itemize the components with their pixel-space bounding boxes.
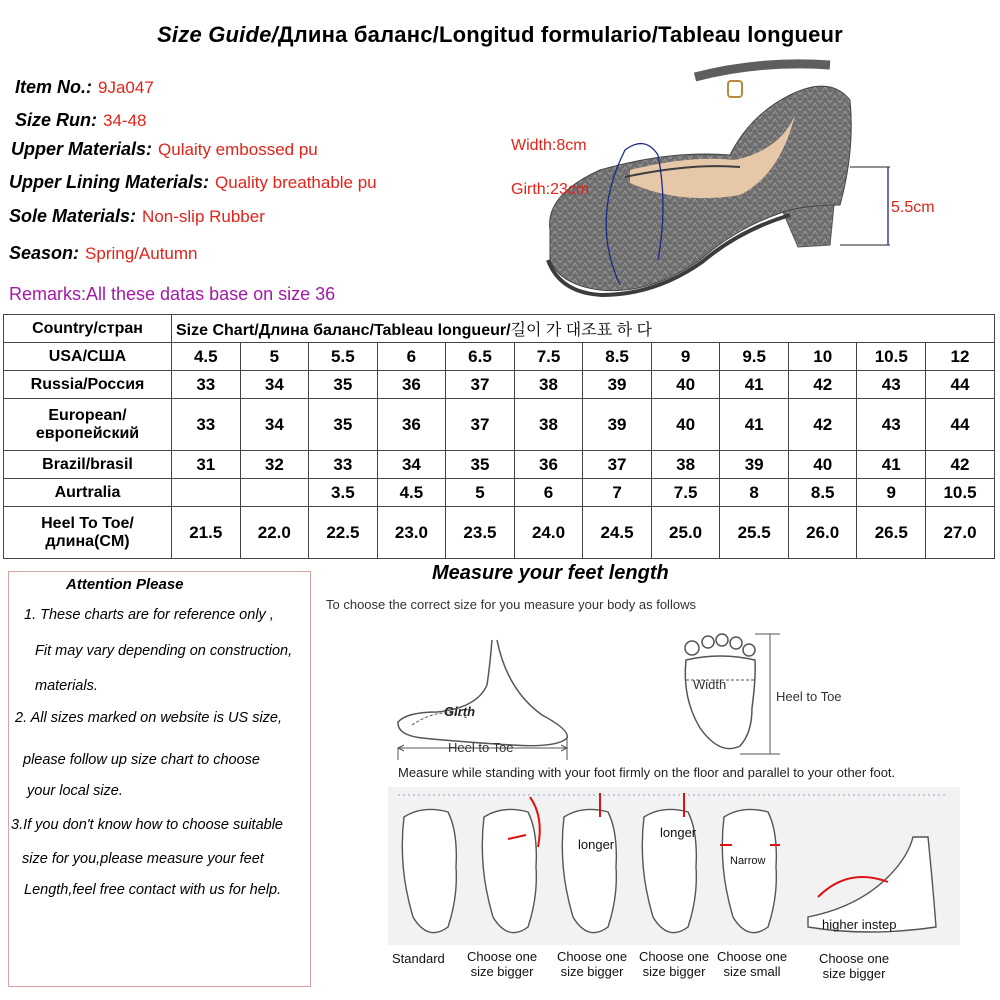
caption-standard: Standard <box>392 951 445 966</box>
table-cell: 39 <box>583 399 652 451</box>
table-cell: 25.0 <box>651 507 720 559</box>
higher-instep-label: higher instep <box>822 917 897 932</box>
table-cell: 5 <box>446 479 515 507</box>
title-size-guide: Size Guide/ <box>157 22 278 47</box>
table-cell: 36 <box>514 451 583 479</box>
heel-to-toe-right-label: Heel to Toe <box>776 689 842 704</box>
table-cell: 31 <box>172 451 241 479</box>
table-cell: 44 <box>926 371 995 399</box>
table-cell: 22.5 <box>309 507 378 559</box>
table-cell: 41 <box>720 371 789 399</box>
table-cell: 4.5 <box>172 343 241 371</box>
girth-dimension: Girth:23cm <box>511 181 590 198</box>
attention-line: your local size. <box>27 783 123 799</box>
width-label: Width <box>693 677 727 692</box>
table-cell: 7.5 <box>651 479 720 507</box>
table-cell: 10.5 <box>857 343 926 371</box>
measure-subtitle: To choose the correct size for you measure your body as follows <box>326 597 696 612</box>
table-cell: 25.5 <box>720 507 789 559</box>
table-cell: 39 <box>720 451 789 479</box>
table-header-country: Country/стран <box>4 315 172 343</box>
table-cell <box>172 479 241 507</box>
table-cell: 40 <box>651 371 720 399</box>
table-cell: 4.5 <box>377 479 446 507</box>
table-cell: 26.5 <box>857 507 926 559</box>
table-cell: 27.0 <box>926 507 995 559</box>
attention-line: size for you,please measure your feet <box>22 851 264 867</box>
table-cell: 7.5 <box>514 343 583 371</box>
row-label: USA/США <box>4 343 172 371</box>
heel-height-dimension: 5.5cm <box>891 199 935 216</box>
table-cell <box>240 479 309 507</box>
table-cell: 42 <box>788 399 857 451</box>
table-cell: 34 <box>377 451 446 479</box>
table-row <box>4 451 995 479</box>
measure-title: Measure your feet length <box>432 562 669 584</box>
table-cell: 32 <box>240 451 309 479</box>
table-cell: 22.0 <box>240 507 309 559</box>
table-cell: 34 <box>240 371 309 399</box>
spec-season: Season: Spring/Autumn <box>9 243 198 263</box>
attention-line: Fit may vary depending on construction, <box>35 643 293 659</box>
attention-line: 1. These charts are for reference only , <box>24 607 274 623</box>
title-translations: Длина баланс/Longitud formulario/Tableau longueur <box>277 22 843 47</box>
attention-box <box>8 571 311 987</box>
width-dimension: Width:8cm <box>511 137 587 154</box>
table-cell: 33 <box>172 371 241 399</box>
page-title <box>0 22 1000 48</box>
spec-item-no: Item No.: 9Ja047 <box>15 77 154 97</box>
table-cell: 3.5 <box>309 479 378 507</box>
table-row <box>4 371 995 399</box>
table-cell: 9 <box>857 479 926 507</box>
narrow-label: Narrow <box>730 855 766 867</box>
table-cell: 24.5 <box>583 507 652 559</box>
table-cell: 8.5 <box>583 343 652 371</box>
table-cell: 40 <box>788 451 857 479</box>
table-header-size-chart: Size Chart/Длина баланс/Tableau longueur/길이 가 대조표 하 다 <box>172 315 995 343</box>
girth-label: Girth <box>444 704 476 719</box>
caption-bigger-3: Choose one size bigger <box>638 949 710 979</box>
caption-bigger-4: Choose one size bigger <box>818 951 890 981</box>
table-row <box>4 479 995 507</box>
spec-size-run: Size Run: 34-48 <box>15 110 147 130</box>
table-cell: 38 <box>514 399 583 451</box>
table-header-row <box>4 315 995 343</box>
caption-bigger-1: Choose one size bigger <box>466 949 538 979</box>
table-cell: 23.5 <box>446 507 515 559</box>
row-label: European/европейский <box>4 399 172 451</box>
table-cell: 35 <box>309 371 378 399</box>
table-cell: 10.5 <box>926 479 995 507</box>
table-cell: 42 <box>788 371 857 399</box>
table-cell: 41 <box>720 399 789 451</box>
table-cell: 38 <box>651 451 720 479</box>
table-cell: 21.5 <box>172 507 241 559</box>
table-cell: 24.0 <box>514 507 583 559</box>
table-cell: 35 <box>446 451 515 479</box>
size-chart-table <box>3 314 995 559</box>
table-cell: 43 <box>857 399 926 451</box>
table-cell: 23.0 <box>377 507 446 559</box>
table-cell: 6.5 <box>446 343 515 371</box>
table-cell: 43 <box>857 371 926 399</box>
table-cell: 26.0 <box>788 507 857 559</box>
table-cell: 5.5 <box>309 343 378 371</box>
row-label: Heel To Toe/длина(CM) <box>4 507 172 559</box>
table-cell: 6 <box>514 479 583 507</box>
caption-bigger-2: Choose one size bigger <box>556 949 628 979</box>
table-cell: 34 <box>240 399 309 451</box>
table-cell: 37 <box>446 399 515 451</box>
table-row <box>4 507 995 559</box>
shoe-product-image <box>490 55 990 310</box>
remarks-text: Remarks:All these datas base on size 36 <box>9 284 336 304</box>
table-cell: 36 <box>377 371 446 399</box>
table-cell: 41 <box>857 451 926 479</box>
spec-sole-materials: Sole Materials: Non-slip Rubber <box>9 206 265 226</box>
attention-line: Length,feel free contact with us for help. <box>24 882 282 898</box>
attention-line: 3.If you don't know how to choose suitable <box>11 817 283 833</box>
table-cell: 39 <box>583 371 652 399</box>
attention-line: please follow up size chart to choose <box>23 752 260 768</box>
attention-heading: Attention Please <box>66 576 184 593</box>
longer-label-2: longer <box>660 825 697 840</box>
table-row <box>4 343 995 371</box>
row-label: Russia/Россия <box>4 371 172 399</box>
table-cell: 8 <box>720 479 789 507</box>
table-cell: 35 <box>309 399 378 451</box>
table-cell: 42 <box>926 451 995 479</box>
spec-upper-materials: Upper Materials: Qulaity embossed pu <box>11 139 318 159</box>
table-cell: 40 <box>651 399 720 451</box>
longer-label-1: longer <box>578 837 615 852</box>
table-cell: 36 <box>377 399 446 451</box>
table-cell: 38 <box>514 371 583 399</box>
table-cell: 37 <box>446 371 515 399</box>
table-cell: 8.5 <box>788 479 857 507</box>
table-cell: 10 <box>788 343 857 371</box>
table-cell: 33 <box>309 451 378 479</box>
measure-note: Measure while standing with your foot firmly on the floor and parallel to your other foot. <box>398 765 896 780</box>
attention-line: 2. All sizes marked on website is US size, <box>15 710 283 726</box>
table-cell: 33 <box>172 399 241 451</box>
table-cell: 6 <box>377 343 446 371</box>
heel-to-toe-label: Heel to Toe <box>448 740 514 755</box>
table-cell: 7 <box>583 479 652 507</box>
caption-smaller: Choose one size small <box>716 949 788 979</box>
spec-upper-lining: Upper Lining Materials: Quality breathable pu <box>9 172 377 192</box>
table-cell: 9 <box>651 343 720 371</box>
row-label: Brazil/brasil <box>4 451 172 479</box>
table-cell: 12 <box>926 343 995 371</box>
table-cell: 37 <box>583 451 652 479</box>
table-cell: 9.5 <box>720 343 789 371</box>
table-cell: 5 <box>240 343 309 371</box>
table-cell: 44 <box>926 399 995 451</box>
attention-line: materials. <box>35 678 98 694</box>
table-row <box>4 399 995 451</box>
row-label: Aurtralia <box>4 479 172 507</box>
